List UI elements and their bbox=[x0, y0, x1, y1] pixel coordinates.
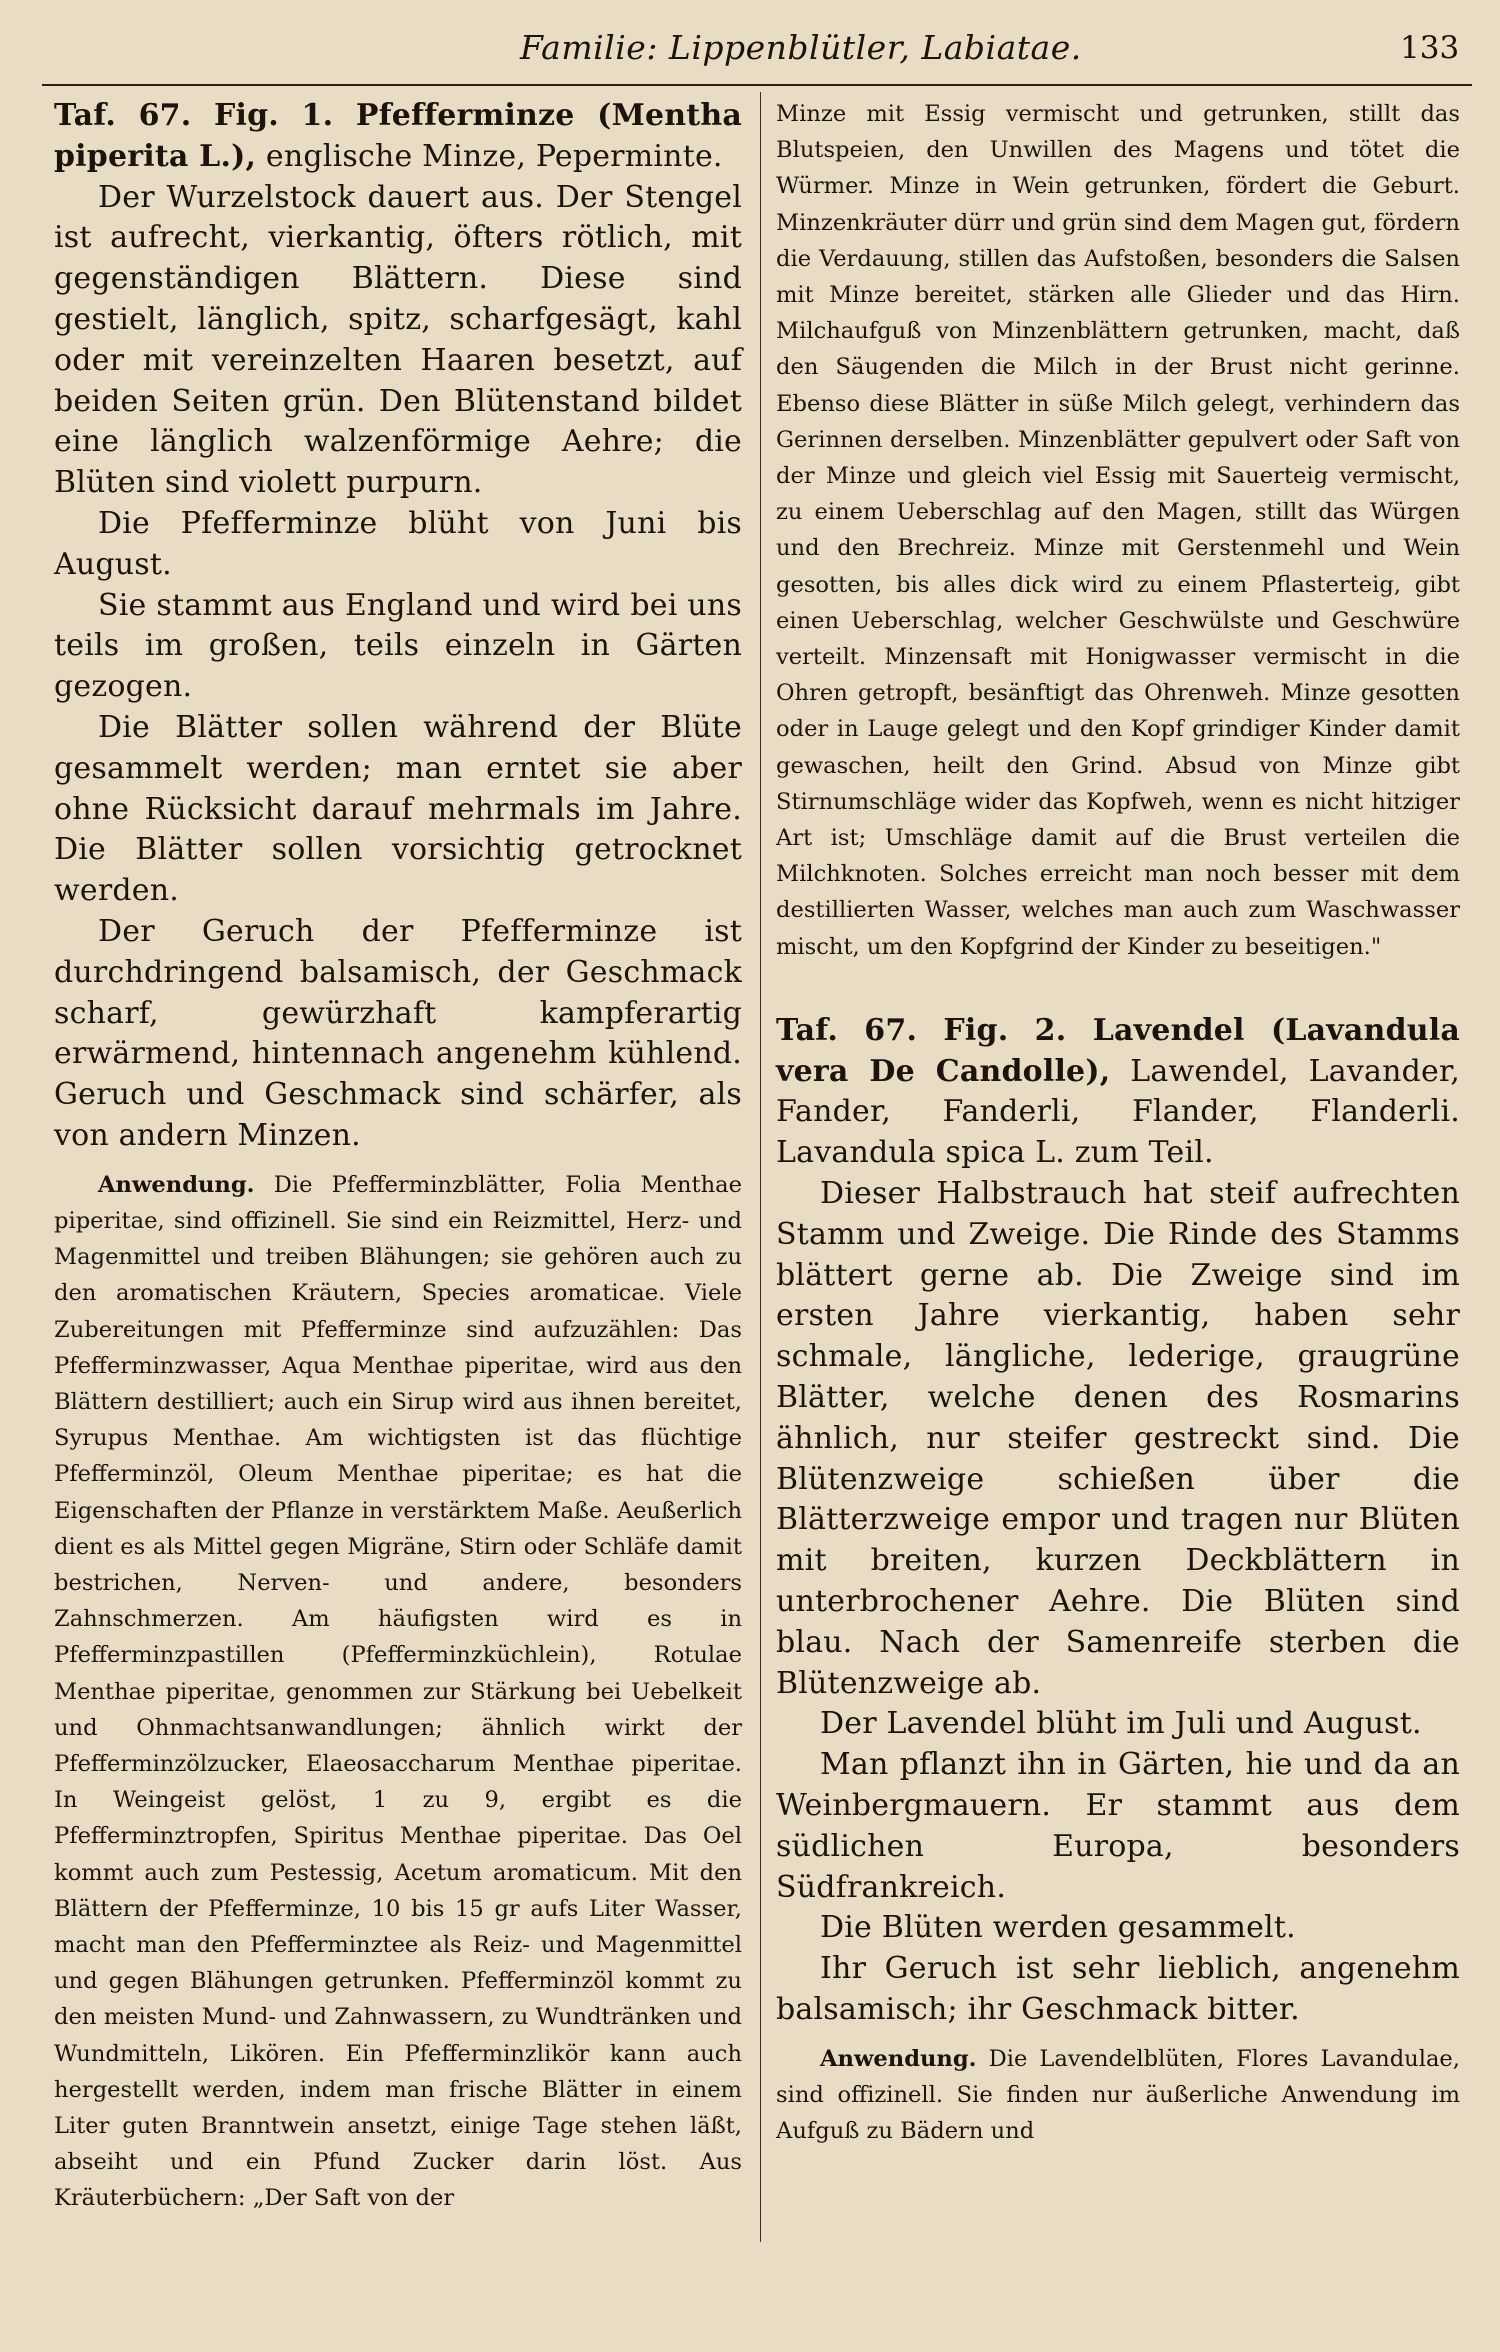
left-column bbox=[54, 96, 742, 2217]
page-number: 133 bbox=[1400, 30, 1460, 66]
entry-heading-label: Taf. 67. Fig. 1. Pfefferminze (Mentha piperita L.), bbox=[54, 98, 742, 174]
paragraph-description: Dieser Halbstrauch hat steif aufrechten Stamm und Zweige. Die Rinde des Stamms blättert gerne ab. Die Zweige sind im ersten Jahre vierkantig, haben sehr schmale, längliche, lederige, graugrüne Blätter, welche denen des Rosmarins ähnlich, nur steifer gestreckt sind. Die Blütenzweige schießen über die Blätterzweige empor und tragen nur Blüten mit breiten, kurzen Deckblättern in unterbrochener Aehre. Die Blüten sind blau. Nach der Samenreife sterben die Blütenzweige ab. bbox=[776, 1176, 1460, 1701]
page-header-title: Familie: Lippenblütler, Labiatae. bbox=[520, 28, 1082, 67]
paragraph-harvest: Die Blüten werden gesammelt. bbox=[820, 1910, 1296, 1946]
column-divider bbox=[760, 92, 761, 2242]
paragraph-harvest: Die Blätter sollen während der Blüte gesammelt werden; man erntet sie aber ohne Rücksicht darauf mehrmals im Jahre. Die Blätter sollen vorsichtig getrocknet werden. bbox=[54, 709, 742, 909]
running-head bbox=[0, 28, 1500, 78]
application-label: Anwendung. bbox=[98, 1171, 255, 1198]
header-rule bbox=[42, 84, 1472, 86]
paragraph-origin: Sie stammt aus England und wird bei uns teils im großen, teils einzeln in Gärten gezogen. bbox=[54, 587, 742, 705]
application-label: Anwendung. bbox=[820, 2045, 977, 2072]
paragraph-description: Der Wurzelstock dauert aus. Der Stengel ist aufrecht, vierkantig, öfters rötlich, mit gegenständigen Blättern. Diese sind gestielt, länglich, spitz, scharfgesägt, kahl oder mit vereinzelten Haaren besetzt, auf beiden Seiten grün. Den Blütenstand bildet eine länglich walzenförmige Aehre; die Blüten sind violett purpurn. bbox=[54, 179, 742, 501]
entry-heading-peppermint bbox=[54, 96, 742, 178]
paragraph-origin: Man pflanzt ihn in Gärten, hie und da an Weinbergmauern. Er stammt aus dem südlichen Europa, besonders Südfrankreich. bbox=[776, 1747, 1460, 1905]
paragraph-application bbox=[776, 2041, 1460, 2150]
entry-heading-synonyms: englische Minze, Peperminte. bbox=[256, 138, 723, 174]
entry-heading-synonyms: Lawendel, Lavander, Fander, Fanderli, Flander, Flanderli. Lavandula spica L. zum Teil. bbox=[776, 1053, 1460, 1171]
paragraph-herbal-quote: Minze mit Essig vermischt und getrunken, stillt das Blutspeien, den Unwillen des Magens und tötet die Würmer. Minze in Wein getrunken, fördert die Geburt. Minzenkräuter dürr und grün sind dem Magen gut, fördern die Verdauung, stillen das Aufstoßen, besonders die Salsen mit Minze bereitet, stärken alle Glieder und das Hirn. Milchaufguß von Minzenblättern getrunken, macht, daß den Säugenden die Milch in der Brust nicht gerinne. Ebenso diese Blätter in süße Milch gelegt, verhindern das Gerinnen derselben. Minzenblätter gepulvert oder Saft von der Minze und gleich viel Essig mit Sauerteig vermischt, zu einem Ueberschlag auf den Magen, stillt das Würgen und den Brechreiz. Minze mit Gerstenmehl und Wein gesotten, bis alles dick wird zu einem Pflasterteig, gibt einen Ueberschlag, welcher Geschwülste und Geschwüre verteilt. Minzensaft mit Honigwasser vermischt in die Ohren getropft, besänftigt das Ohrenweh. Minze gesotten oder in Lauge gelegt und den Kopf grindiger Kinder damit gewaschen, heilt den Grind. Absud von Minze gibt Stirnumschläge wider das Kopfweh, wenn es nicht hitziger Art ist; Umschläge damit auf die Brust verteilen die Milchknoten. Solches erreicht man noch besser mit dem destillierten Wasser, welches man auch zum Waschwasser mischt, um den Kopfgrind der Kinder zu beseitigen." bbox=[776, 101, 1460, 960]
right-column bbox=[776, 96, 1460, 2149]
paragraph-smell-taste: Ihr Geruch ist sehr lieblich, angenehm balsamisch; ihr Geschmack bitter. bbox=[776, 1951, 1460, 2027]
application-text: Die Pfefferminzblätter, Folia Menthae piperitae, sind offizinell. Sie sind ein Reizmittel, Herz- und Magenmittel und treiben Blähungen; sie gehören auch zu den aromatischen Kräutern, Species aromaticae. Viele Zubereitungen mit Pfefferminze sind aufzuzählen: Das Pfefferminzwasser, Aqua Menthae piperitae, wird aus den Blättern destilliert; auch ein Sirup wird aus ihnen bereitet, Syrupus Menthae. Am wichtigsten ist das flüchtige Pfefferminzöl, Oleum Menthae piperitae; es hat die Eigenschaften der Pflanze in verstärktem Maße. Aeußerlich dient es als Mittel gegen Migräne, Stirn oder Schläfe damit bestrichen, Nerven- und andere, besonders Zahnschmerzen. Am häufigsten wird es in Pfefferminzpastillen (Pfefferminzküchlein), Rotulae Menthae piperitae, genommen zur Stärkung bei Uebelkeit und Ohnmachtsanwandlungen; ähnlich wirkt der Pfefferminzölzucker, Elaeosaccharum Menthae piperitae. In Weingeist gelöst, 1 zu 9, ergibt es die Pfefferminztropfen, Spiritus Menthae piperitae. Das Oel kommt auch zum Pestessig, Acetum aromaticum. Mit den Blättern der Pfefferminze, 10 bis 15 gr aufs Liter Wasser, macht man den Pfefferminztee als Reiz- und Magenmittel und gegen Blähungen getrunken. Pfefferminzöl kommt zu den meisten Mund- und Zahnwassern, zu Wundtränken und Wundmitteln, Likören. Ein Pfefferminzlikör kann auch hergestellt werden, indem man frische Blätter in einem Liter guten Branntwein ansetzt, einige Tage stehen läßt, abseiht und ein Pfund Zucker darin löst. Aus Kräuterbüchern: „Der Saft von der bbox=[54, 1171, 742, 2212]
entry-heading-label: Taf. 67. Fig. 2. Lavendel (Lavandula vera De Candolle), bbox=[776, 1012, 1460, 1089]
paragraph-smell-taste: Der Geruch der Pfefferminze ist durchdringend balsamisch, der Geschmack scharf, gewürzhaft kampferartig erwärmend, hintennach angenehm kühlend. Geruch und Geschmack sind schärfer, als von andern Minzen. bbox=[54, 913, 742, 1153]
paragraph-flowering: Die Pfefferminze blüht von Juni bis August. bbox=[54, 505, 742, 582]
entry-heading-lavender bbox=[776, 1011, 1460, 1174]
paragraph-application bbox=[54, 1167, 742, 2217]
paragraph-flowering: Der Lavendel blüht im Juli und August. bbox=[820, 1706, 1422, 1742]
application-text: Die Lavendelblüten, Flores Lavandulae, sind offizinell. Sie finden nur äußerliche Anwendung im Aufguß zu Bädern und bbox=[776, 2045, 1460, 2145]
